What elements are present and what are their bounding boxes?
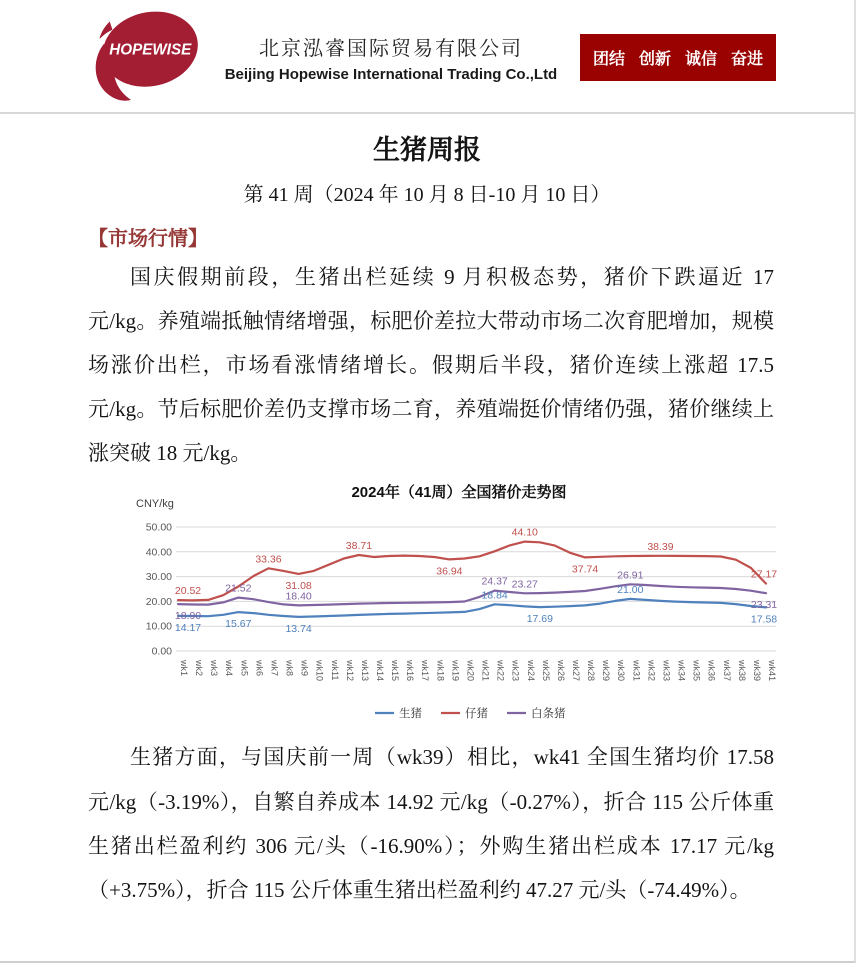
price-trend-chart [134,483,784,731]
y-tick-label: 0.00 [151,645,172,658]
x-tick-label: wk10 [314,660,325,682]
x-tick-label: wk34 [676,660,687,682]
chart-canvas [134,503,784,731]
legend-label-1: 仔猪 [465,708,488,721]
x-tick-label: wk41 [767,660,777,682]
x-tick-label: wk11 [329,660,340,681]
x-tick-label: wk16 [405,660,416,682]
company-name-block [202,32,580,83]
data-label: 13.74 [285,623,312,636]
data-label: 21.00 [617,584,644,597]
x-tick-label: wk4 [224,660,235,677]
motto-word-innovation: 创新 [638,50,671,68]
data-label: 27.17 [750,569,778,582]
legend-label-2: 白条猪 [531,708,566,721]
x-tick-label: wk9 [299,660,310,677]
x-tick-label: wk20 [465,660,476,682]
data-label: 15.67 [225,618,252,631]
data-label: 26.91 [617,569,644,582]
data-label: 37.74 [571,563,599,576]
data-label: 36.94 [436,565,463,578]
x-tick-label: wk38 [736,660,747,682]
motto-word-progress: 奋进 [730,50,763,68]
motto-word-integrity: 诚信 [684,50,717,68]
hopewise-logo-icon [82,8,202,106]
motto-banner [580,34,776,81]
y-tick-label: 50.00 [145,521,172,534]
data-label: 18.84 [481,589,508,602]
data-label: 38.39 [647,541,674,554]
x-tick-label: wk37 [721,660,732,682]
x-tick-label: wk6 [254,660,265,677]
data-label: 14.17 [174,622,202,635]
data-label: 31.08 [285,580,312,593]
x-tick-label: wk3 [209,660,220,677]
x-tick-label: wk21 [480,660,491,682]
legend-label-0: 生猪 [399,708,422,721]
data-label: 17.58 [750,613,778,626]
chart-title: 2024年（41周）全国猪价走势图 [351,484,567,502]
x-tick-label: wk29 [601,660,612,682]
y-tick-label: 40.00 [145,546,172,559]
data-label: 24.37 [481,576,508,589]
x-tick-label: wk35 [691,660,702,682]
y-tick-label: 30.00 [145,571,172,584]
x-tick-label: wk30 [616,660,627,682]
x-tick-label: wk36 [706,660,717,682]
page-header [0,0,854,114]
market-paragraph-1: 国庆假期前段，生猪出栏延续 9 月积极态势，猪价下跌逼近 17 元/kg。养殖端抵触情绪增强，标肥价差拉大带动市场二次育肥增加，规模场涨价出栏，市场看涨情绪增长。假期后半段，猪价连续上涨超 17.5 元/kg。节后标肥价差仍支撑市场二育，养殖端挺价情绪仍强，猪价继续上涨突破 18 元/kg。 [88,265,774,466]
y-tick-label: 10.00 [145,621,172,634]
company-name-cn: 北京泓睿国际贸易有限公司 [258,37,523,60]
x-tick-label: wk18 [435,660,446,682]
data-label: 18.90 [174,610,202,623]
x-tick-label: wk17 [420,660,431,682]
report-title: 生猪周报 [373,135,481,165]
data-label: 44.10 [511,527,538,540]
x-tick-label: wk19 [450,660,461,682]
report-body [0,222,854,912]
data-label: 38.71 [345,540,373,553]
company-name-en: Beijing Hopewise International Trading Co.,Ltd [224,65,558,83]
x-tick-label: wk14 [375,660,385,682]
data-label: 18.40 [285,590,312,603]
data-label: 21.52 [225,583,252,596]
x-tick-label: wk27 [571,660,581,682]
motto-word-unity: 团结 [592,50,625,68]
data-label: 23.27 [511,578,538,591]
x-tick-label: wk7 [269,660,280,677]
x-tick-label: wk25 [540,660,551,682]
chart-y-axis-unit: CNY/kg [136,498,174,511]
data-label: 20.52 [174,585,202,598]
logo-wordmark: HOPEWISE [109,41,192,59]
x-tick-label: wk1 [179,660,189,677]
x-tick-label: wk13 [359,660,370,682]
x-tick-label: wk12 [344,660,355,682]
x-tick-label: wk8 [284,660,295,677]
x-tick-label: wk26 [555,660,566,682]
data-label: 33.36 [255,553,282,566]
data-label: 17.69 [526,613,553,626]
x-tick-label: wk39 [751,660,762,682]
x-tick-label: wk5 [239,660,250,677]
data-label: 23.31 [750,599,778,612]
report-week-subtitle: 第 41 周（2024 年 10 月 8 日-10 月 10 日） [243,184,611,206]
market-paragraph-2: 生猪方面，与国庆前一周（wk39）相比，wk41 全国生猪均价 17.58 元/kg（-3.19%），自繁自养成本 14.92 元/kg（-0.27%），折合 115 公斤体重生猪出栏盈利约 306 元/头（-16.90%）；外购生猪出栏成本 17.17 元/kg（+3.75%），折合 115 公斤体重生猪出栏盈利约 47.27 元/头（-74.49%）。 [88,745,774,902]
y-tick-label: 20.00 [145,596,172,609]
x-tick-label: wk23 [510,660,521,682]
x-tick-label: wk24 [525,660,536,682]
x-tick-label: wk22 [495,660,506,682]
x-tick-label: wk15 [390,660,401,682]
x-tick-label: wk2 [194,660,205,677]
x-tick-label: wk33 [661,660,672,682]
x-tick-label: wk28 [586,660,597,682]
x-tick-label: wk32 [646,660,657,682]
series-line-1 [178,542,766,601]
section-header-market: 【市场行情】 [88,228,208,250]
x-tick-label: wk31 [631,660,642,682]
